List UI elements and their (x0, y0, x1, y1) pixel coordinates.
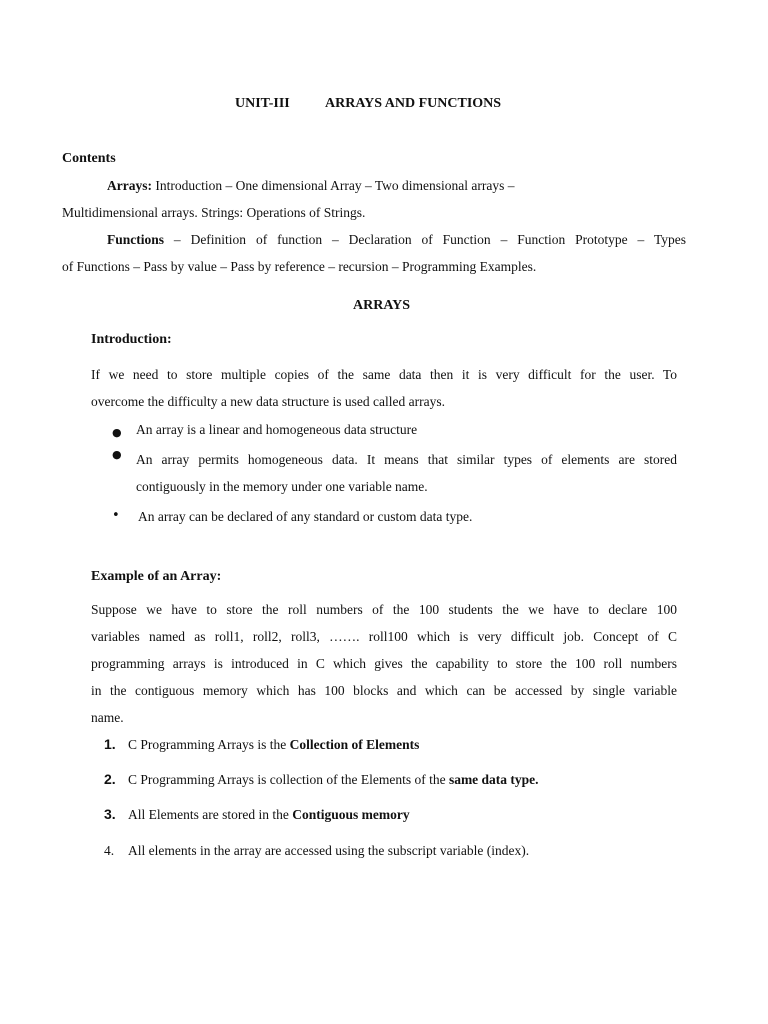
bullet-icon: ● (112, 448, 122, 461)
intro-paragraph-line2: overcome the difficulty a new data structure is used called arrays. (91, 394, 445, 409)
bullet-icon: • (112, 508, 120, 523)
arrays-label: Arrays: (107, 178, 152, 193)
unit-title: ARRAYS AND FUNCTIONS (325, 96, 502, 111)
arrays-topics: Introduction – One dimensional Array – Two dimensional arrays – (151, 178, 515, 193)
item-number: 4. (104, 843, 115, 858)
unit-number: UNIT-III (235, 96, 290, 111)
item-text-normal: C Programming Arrays is the (128, 737, 290, 752)
item-text-bold: Collection of Elements (289, 737, 420, 752)
item-text (128, 843, 529, 859)
example-line: variables named as roll1, roll2, roll3, ……. roll100 which is very difficult job. Concept of C (91, 629, 677, 644)
functions-topics: – Definition of function – Declaration of Function – Function Prototype – Types (164, 232, 686, 247)
example-line: in the contiguous memory which has 100 blocks and which can be accessed by single variable (91, 683, 677, 698)
list-item-text: An array can be declared of any standard or custom data type. (138, 509, 473, 524)
item-text (128, 737, 419, 753)
section-title: ARRAYS (353, 298, 411, 313)
functions-label: Functions (107, 232, 165, 247)
item-text-bold: Contiguous memory (292, 807, 410, 822)
item-text-normal: All elements in the array are accessed using the subscript variable (index). (128, 843, 530, 858)
example-heading: Example of an Array: (91, 569, 222, 584)
bullet-icon: ● (112, 426, 122, 439)
example-line: name. (91, 710, 124, 725)
item-text (128, 807, 410, 823)
example-line: programming arrays is introduced in C which gives the capability to store the 100 roll numbers (91, 656, 677, 671)
list-item-text-cont: contiguously in the memory under one variable name. (136, 479, 428, 494)
item-number: 2. (104, 771, 116, 787)
contents-functions-line2: of Functions – Pass by value – Pass by reference – recursion – Programming Examples. (62, 259, 537, 274)
example-line: Suppose we have to store the roll numbers of the 100 students the we have to declare 100 (91, 602, 677, 617)
intro-heading: Introduction: (91, 332, 172, 347)
item-number: 3. (104, 806, 116, 822)
contents-arrays-line2: Multidimensional arrays. Strings: Operations of Strings. (62, 205, 366, 220)
list-item-text: An array permits homogeneous data. It means that similar types of elements are stored (136, 452, 677, 467)
item-text-normal: All Elements are stored in the (128, 807, 293, 822)
item-number: 1. (104, 736, 116, 752)
item-text-bold: same data type. (448, 772, 539, 787)
item-text-normal: C Programming Arrays is collection of the Elements of the (128, 772, 449, 787)
contents-arrays-line1 (107, 178, 514, 194)
list-item-text: An array is a linear and homogeneous data structure (136, 422, 418, 437)
intro-paragraph-line1: If we need to store multiple copies of the same data then it is very difficult for the user. To (91, 367, 677, 382)
contents-heading: Contents (62, 151, 116, 166)
contents-functions-line1 (107, 232, 686, 248)
item-text (128, 772, 539, 788)
